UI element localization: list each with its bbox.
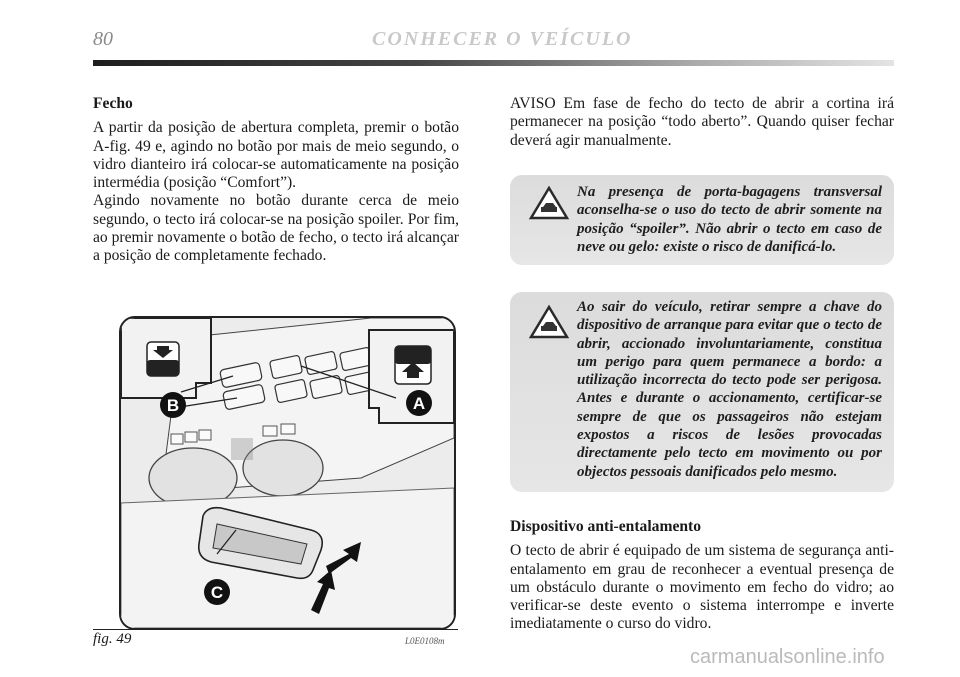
header-rule — [93, 60, 894, 66]
section-title: CONHECER O VEÍCULO — [372, 28, 633, 50]
left-column — [93, 95, 459, 266]
fecho-paragraph-2: Agindo novamente no botão durante cerca de meio segundo, o tecto irá colocar-se na posição spoiler. Por fim, ao premir novamente o botão de fecho, o tecto irá alcançar a posição de completamente fechado. — [93, 192, 459, 265]
warning-2-text: Ao sair do veículo, retirar sempre a chave do dispositivo de arranque para evitar que o tecto de abrir, accionado involuntariamente, constitua um perigo para quem permanece a bordo: a utilização incorrecta do tecto pode ser perigosa. Antes e durante o accionamento, certificar-se sempre de que os passageiros não estejam expostos a riscos de lesões provocadas directamente pelo tecto em movimento ou por objectos pessoais danificados pelo mesmo. — [577, 299, 882, 480]
anti-entalamento-section — [510, 518, 894, 634]
aviso-paragraph — [510, 95, 894, 150]
figure-caption: fig. 49 — [93, 631, 132, 647]
watermark: carmanualsonline.info — [690, 646, 885, 668]
warning-1-text: Na presença de porta-bagagens transversal aconselha-se o uso do tecto de abrir somente na posição “spoiler”. Não abrir o tecto em caso de neve ou gelo: existe o risco de danificá-lo. — [577, 184, 882, 255]
figure-caption-rule — [93, 629, 458, 630]
anti-entalamento-paragraph: O tecto de abrir é equipado de um sistema de segurança anti-entalamento em grau de reconhecer a eventual presença de um obstáculo durante o movimento em fecho do vidro; ao verificar-se deste evento o sistema interrompe e inverte imediatamente o curso do vidro. — [510, 542, 894, 633]
label-c: C — [210, 583, 224, 602]
fecho-heading: Fecho — [93, 95, 133, 112]
label-a: A — [412, 394, 426, 413]
page-number: 80 — [93, 28, 113, 50]
fecho-paragraph-1: A partir da posição de abertura completa, premir o botão A-fig. 49 e, agindo no botão por mais de meio segundo, o vidro dianteiro irá colocar-se automaticamente na posição intermédia (posição “Comfort”). — [93, 119, 459, 192]
label-b: B — [166, 396, 180, 415]
anti-entalamento-heading: Dispositivo anti-entalamento — [510, 518, 702, 535]
warning-box-roof-rack — [510, 175, 894, 265]
console-drawing — [121, 318, 454, 628]
figure-code: L0E0108m — [405, 636, 445, 646]
figure-49-illustration — [119, 316, 456, 630]
aviso-text: AVISO Em fase de fecho do tecto de abrir a cortina irá permanecer na posição “todo aberto”. Quando quiser fechar deverá agir manualmente. — [510, 95, 894, 149]
warning-box-key — [510, 292, 894, 492]
